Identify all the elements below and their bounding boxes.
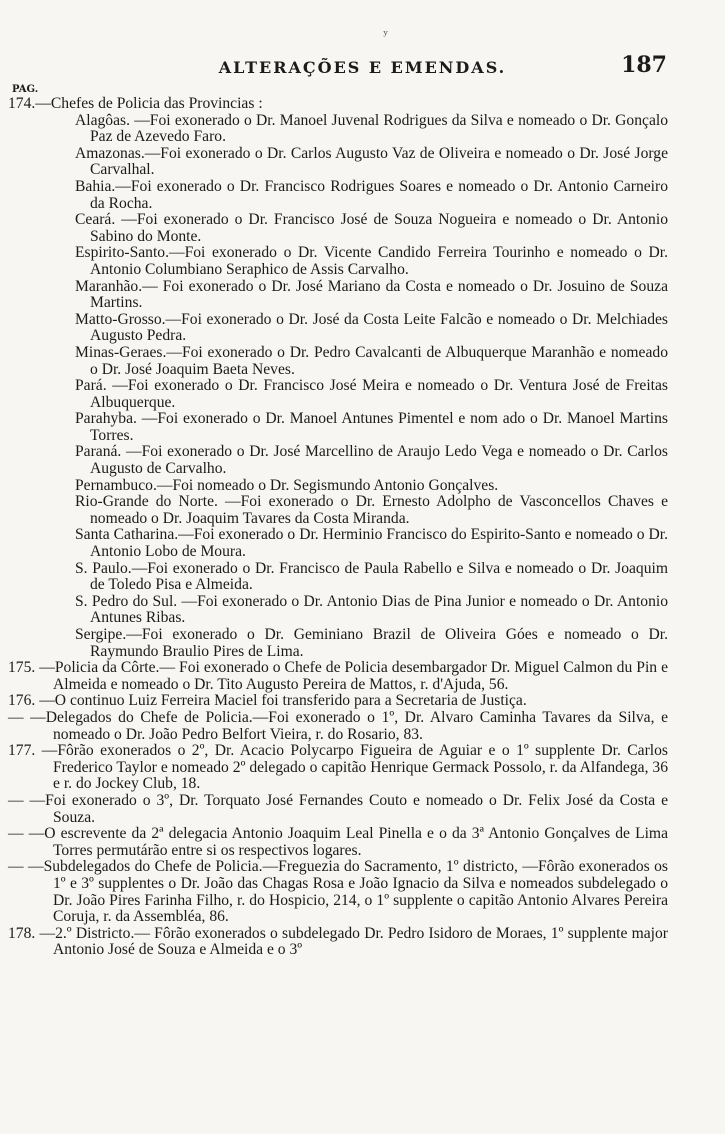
province-entry: Rio-Grande do Norte. —Foi exonerado o Dr. Ernesto Adolpho de Vasconcellos Chaves e nomeado o Dr. Joaquim Tavares da Costa Miranda. — [75, 493, 668, 527]
numbered-entry: 174.—Chefes de Policia das Provincias : — [8, 95, 263, 112]
pag-label: PAG. — [12, 84, 39, 95]
numbered-entry: 177. —Fôrão exonerados o 2º, Dr. Acacio Polycarpo Figueira de Aguiar e o 1º supplente Dr. Carlos Frederico Taylor e nomeado 2º delegado o capitão Henrique Germack Possolo, r. da Alfandega, 36 e r. do Jockey Club, 18. — [8, 742, 668, 793]
province-entry: Espirito-Santo.—Foi exonerado o Dr. Vicente Candido Ferreira Tourinho e nomeado o Dr. Antonio Columbiano Seraphico de Assis Carvalho. — [75, 244, 668, 278]
province-entry: Maranhão.— Foi exonerado o Dr. José Mariano da Costa e nomeado o Dr. Josuino de Souza Martins. — [75, 277, 668, 312]
numbered-entry: 176. —O continuo Luiz Ferreira Maciel foi transferido para a Secretaria de Justiça. — [8, 692, 527, 710]
province-entry: Santa Catharina.—Foi exonerado o Dr. Herminio Francisco do Espirito-Santo e nomeado o Dr. Antonio Lobo de Moura. — [75, 526, 668, 561]
stray-mark: ʸ — [383, 28, 389, 43]
province-entry: Pará. —Foi exonerado o Dr. Francisco José Meira e nomeado o Dr. Ventura José de Freitas Albuquerque. — [75, 377, 668, 411]
numbered-entry: — —O escrevente da 2ª delegacia Antonio Joaquim Leal Pinella e o da 3ª Antonio Gonçalves de Lima Torres permutárão entre si os respectivos logares. — [8, 825, 668, 859]
numbered-entry: — —Foi exonerado o 3º, Dr. Torquato José Fernandes Couto e nomeado o Dr. Felix José da Costa e Souza. — [8, 791, 668, 826]
province-entry: Bahia.—Foi exonerado o Dr. Francisco Rodrigues Soares e nomeado o Dr. Antonio Carneiro da Rocha. — [75, 177, 668, 212]
page-header — [0, 50, 725, 80]
province-entry: Sergipe.—Foi exonerado o Dr. Geminiano Brazil de Oliveira Góes e nomeado o Dr. Raymundo Braulio Pires de Lima. — [75, 626, 668, 660]
province-entry: S. Paulo.—Foi exonerado o Dr. Francisco de Paula Rabello e Silva e nomeado o Dr. Joaquim de Toledo Pisa e Almeida. — [75, 559, 668, 594]
numbered-entry: — —Delegados do Chefe de Policia.—Foi exonerado o 1º, Dr. Alvaro Caminha Tavares da Silva, e nomeado o Dr. João Pedro Belfort Vieira, r. do Rosario, 83. — [8, 708, 668, 743]
page-number: 187 — [621, 52, 667, 78]
province-entry: Amazonas.—Foi exonerado o Dr. Carlos Augusto Vaz de Oliveira e nomeado o Dr. José Jorge Carvalhal. — [75, 144, 668, 179]
numbered-entry: 175. —Policia da Côrte.— Foi exonerado o Chefe de Policia desembargador Dr. Miguel Calmon du Pin e Almeida e nomeado o Dr. Tito Augusto Pereira de Mattos, r. d'Ajuda, 56. — [8, 659, 668, 693]
province-entry: Matto-Grosso.—Foi exonerado o Dr. José da Costa Leite Falcão e nomeado o Dr. Melchiades Augusto Pedra. — [75, 310, 668, 345]
province-entry: Ceará. —Foi exonerado o Dr. Francisco José de Souza Nogueira e nomeado o Dr. Antonio Sabino do Monte. — [75, 211, 668, 245]
province-entry: S. Pedro do Sul. —Foi exonerado o Dr. Antonio Dias de Pina Junior e nomeado o Dr. Antonio Antunes Ribas. — [75, 592, 668, 627]
body-text — [8, 96, 668, 959]
province-entry: Minas-Geraes.—Foi exonerado o Dr. Pedro Cavalcanti de Albuquerque Maranhão e nomeado o Dr. José Joaquim Baeta Neves. — [75, 343, 668, 378]
numbered-entry: — —Subdelegados do Chefe de Policia.—Freguezia do Sacramento, 1º districto, —Fôrão exonerados os 1º e 3º supplentes o Dr. João das Chagas Rosa e João Ignacio da Silva e nomeados subdelegado o Dr. João Pires Farinha Filho, r. do Hospicio, 214, o 1º supplente o capitão Antonio Alvares Pereira Coruja, r. da Assembléa, 86. — [8, 858, 668, 926]
page-title: ALTERAÇÕES E EMENDAS. — [218, 58, 507, 77]
province-entry: Paraná. —Foi exonerado o Dr. José Marcellino de Araujo Ledo Vega e nomeado o Dr. Carlos Augusto de Carvalho. — [75, 443, 668, 478]
province-entry: Pernambuco.—Foi nomeado o Dr. Segismundo Antonio Gonçalves. — [75, 476, 499, 494]
province-entry: Alagôas. —Foi exonerado o Dr. Manoel Juvenal Rodrigues da Silva e nomeado o Dr. Gonçalo Paz de Azevedo Faro. — [75, 111, 668, 146]
numbered-entry: 178. —2.º Districto.— Fôrão exonerados o subdelegado Dr. Pedro Isidoro de Moraes, 1º supplente major Antonio José de Souza e Almeida e o 3º — [8, 924, 668, 959]
province-entry: Parahyba. —Foi exonerado o Dr. Manoel Antunes Pimentel e nom ado o Dr. Manoel Martins Torres. — [75, 410, 668, 444]
